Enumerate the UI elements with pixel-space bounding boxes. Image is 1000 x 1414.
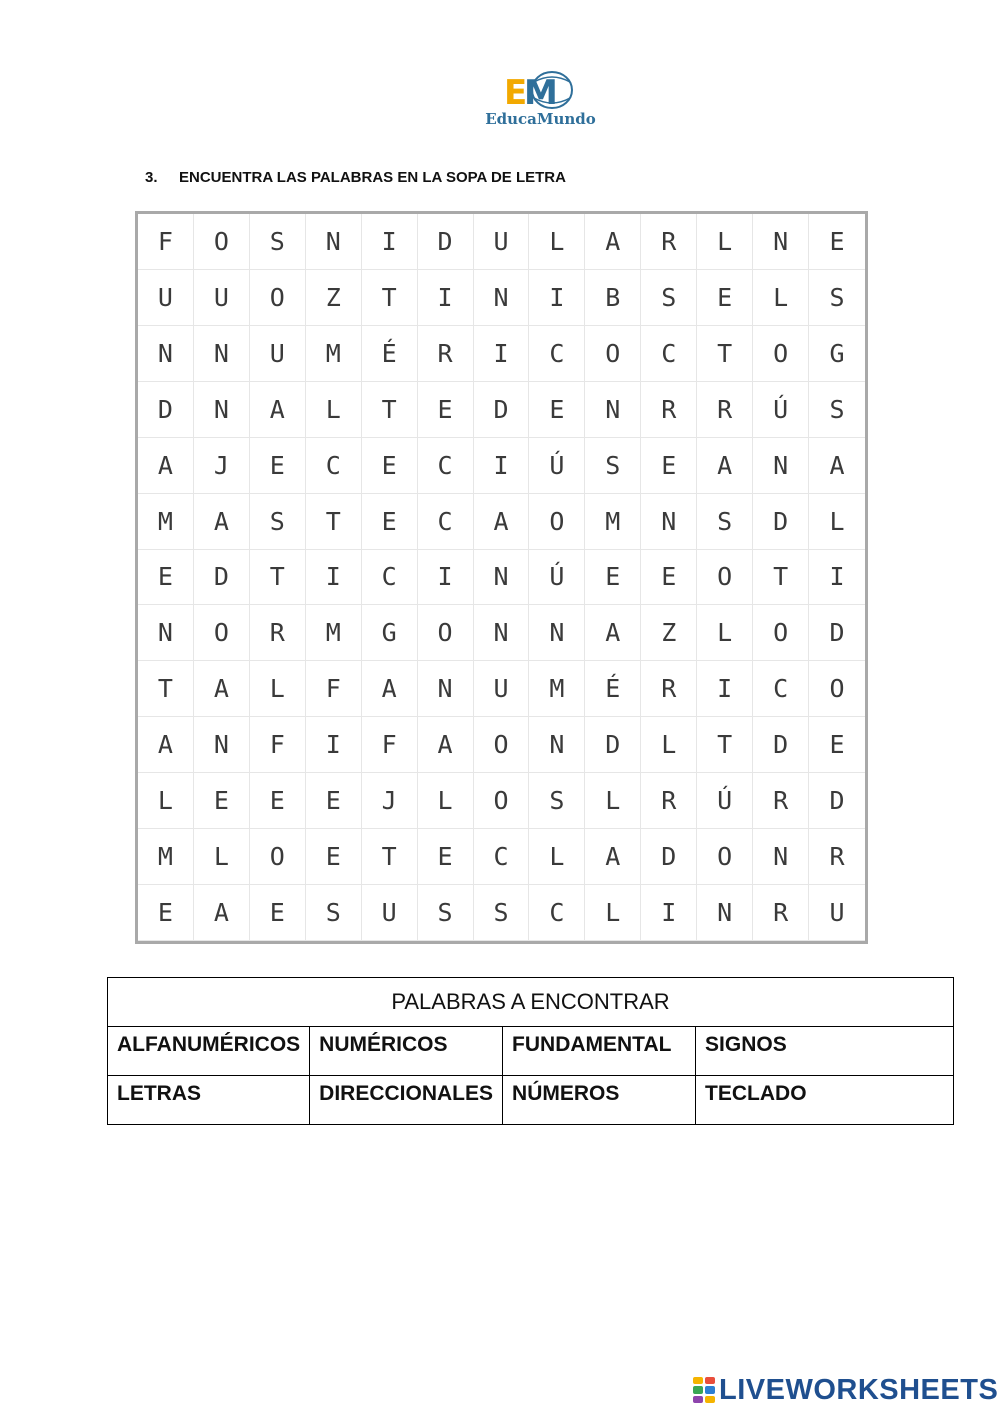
word-cell: NUMÉRICOS [310,1027,503,1076]
grid-cell: N [474,605,530,661]
grid-cell: R [753,773,809,829]
brand-text: LIVEWORKSHEETS [719,1373,999,1406]
word-cell: NÚMEROS [503,1076,696,1125]
grid-cell: A [362,661,418,717]
grid-cell: C [362,550,418,606]
grid-cell: O [753,605,809,661]
grid-cell: E [697,270,753,326]
grid-cell: O [585,326,641,382]
grid-cell: O [250,829,306,885]
grid-cell: R [753,885,809,941]
grid-cell: N [138,326,194,382]
grid-cell: A [697,438,753,494]
grid-cell: E [809,717,865,773]
globe-icon [504,68,576,112]
grid-cell: I [809,550,865,606]
word-cell: SIGNOS [696,1027,954,1076]
grid-cell: R [697,382,753,438]
grid-cell: R [641,661,697,717]
grid-cell: I [362,214,418,270]
word-cell: DIRECCIONALES [310,1076,503,1125]
grid-cell: L [585,773,641,829]
instruction-number: 3. [145,169,158,186]
grid-cell: J [362,773,418,829]
grid-cell: Ú [529,438,585,494]
grid-cell: L [809,494,865,550]
instruction-heading [145,169,566,186]
grid-cell: N [529,605,585,661]
grid-cell: T [753,550,809,606]
grid-cell: E [809,214,865,270]
grid-cell: N [697,885,753,941]
grid-cell: S [697,494,753,550]
grid-cell: N [138,605,194,661]
grid-cell: I [529,270,585,326]
word-cell: ALFANUMÉRICOS [108,1027,310,1076]
grid-cell: D [809,773,865,829]
grid-cell: M [306,605,362,661]
grid-cell: E [306,829,362,885]
grid-cell: C [753,661,809,717]
grid-cell: L [529,214,585,270]
grid-cell: E [138,885,194,941]
grid-cell: S [585,438,641,494]
grid-cell: N [641,494,697,550]
grid-cell: A [809,438,865,494]
grid-cell: N [585,382,641,438]
grid-cell: D [474,382,530,438]
grid-cell: E [306,773,362,829]
grid-cell: L [194,829,250,885]
grid-cell: L [585,885,641,941]
svg-text:M: M [524,73,558,112]
words-table [107,977,954,1125]
grid-cell: Ú [753,382,809,438]
grid-cell: T [138,661,194,717]
grid-cell: F [138,214,194,270]
grid-cell: E [585,550,641,606]
grid-cell: L [641,717,697,773]
grid-cell: M [138,829,194,885]
grid-cell: F [306,661,362,717]
grid-cell: N [753,829,809,885]
grid-cell: N [529,717,585,773]
grid-cell: N [418,661,474,717]
grid-cell: R [641,214,697,270]
grid-cell: S [809,270,865,326]
grid-cell: L [306,382,362,438]
grid-cell: L [753,270,809,326]
grid-cell: C [529,885,585,941]
grid-cell: I [474,326,530,382]
grid-cell: L [418,773,474,829]
grid-cell: Ú [697,773,753,829]
grid-cell: I [306,717,362,773]
table-row [108,1027,954,1076]
grid-cell: E [529,382,585,438]
grid-cell: D [585,717,641,773]
grid-cell: O [529,494,585,550]
word-cell: TECLADO [696,1076,954,1125]
grid-cell: B [585,270,641,326]
grid-cell: N [474,550,530,606]
grid-cell: E [250,773,306,829]
grid-cell: D [418,214,474,270]
grid-cell: C [306,438,362,494]
grid-cell: L [529,829,585,885]
grid-cell: S [529,773,585,829]
grid-cell: L [697,605,753,661]
grid-cell: U [474,661,530,717]
grid-cell: I [418,270,474,326]
grid-cell: L [138,773,194,829]
grid-cell: N [306,214,362,270]
grid-cell: C [474,829,530,885]
grid-cell: E [194,773,250,829]
grid-cell: D [753,717,809,773]
grid-cell: A [585,605,641,661]
svg-text:E: E [504,73,528,112]
grid-cell: M [138,494,194,550]
grid-cell: L [250,661,306,717]
grid-cell: L [697,214,753,270]
grid-cell: A [585,829,641,885]
grid-cell: C [641,326,697,382]
grid-cell: O [809,661,865,717]
grid-cell: T [362,382,418,438]
grid-cell: S [306,885,362,941]
grid-cell: R [641,773,697,829]
word-cell: FUNDAMENTAL [503,1027,696,1076]
grid-cell: R [418,326,474,382]
grid-cell: T [362,270,418,326]
grid-cell: N [474,270,530,326]
grid-cell: U [362,885,418,941]
grid-cell: A [418,717,474,773]
grid-cell: D [753,494,809,550]
grid-cell: E [641,550,697,606]
grid-cell: T [697,326,753,382]
grid-cell: D [641,829,697,885]
word-search-grid [135,211,868,944]
grid-cell: N [194,717,250,773]
grid-cell: A [194,661,250,717]
grid-cell: O [194,214,250,270]
grid-cell: O [250,270,306,326]
grid-cell: A [474,494,530,550]
grid-cell: F [250,717,306,773]
grid-cell: U [474,214,530,270]
grid-cell: O [474,773,530,829]
grid-cell: A [250,382,306,438]
grid-cell: E [250,438,306,494]
grid-cell: A [138,438,194,494]
grid-cell: S [250,494,306,550]
grid-cell: F [362,717,418,773]
grid-cell: R [809,829,865,885]
grid-cell: S [250,214,306,270]
grid-cell: D [809,605,865,661]
grid-cell: N [753,438,809,494]
grid-cell: É [585,661,641,717]
grid-cell: C [418,438,474,494]
grid-cell: Z [306,270,362,326]
grid-cell: O [194,605,250,661]
grid-cell: D [194,550,250,606]
grid-cell: I [418,550,474,606]
grid-cell: O [418,605,474,661]
words-table-header: PALABRAS A ENCONTRAR [108,978,954,1027]
grid-cell: I [697,661,753,717]
grid-cell: D [138,382,194,438]
grid-cell: N [194,382,250,438]
liveworksheets-icon [693,1377,715,1403]
grid-cell: E [138,550,194,606]
grid-cell: S [474,885,530,941]
grid-cell: M [306,326,362,382]
grid-cell: N [753,214,809,270]
grid-cell: A [194,885,250,941]
grid-cell: J [194,438,250,494]
table-row [108,1076,954,1125]
grid-cell: E [418,829,474,885]
grid-cell: G [809,326,865,382]
grid-cell: S [809,382,865,438]
grid-cell: E [418,382,474,438]
grid-cell: S [641,270,697,326]
grid-cell: Z [641,605,697,661]
grid-cell: O [474,717,530,773]
grid-cell: I [641,885,697,941]
grid-cell: U [138,270,194,326]
liveworksheets-brand [693,1375,998,1405]
grid-cell: É [362,326,418,382]
grid-cell: T [250,550,306,606]
grid-cell: U [809,885,865,941]
grid-cell: U [194,270,250,326]
grid-cell: T [362,829,418,885]
grid-cell: O [697,829,753,885]
grid-cell: R [250,605,306,661]
grid-cell: N [194,326,250,382]
grid-cell: E [641,438,697,494]
grid-cell: A [194,494,250,550]
grid-cell: C [418,494,474,550]
logo-text: EducaMundo [485,110,596,128]
grid-cell: T [697,717,753,773]
grid-cell: E [362,494,418,550]
grid-cell: A [138,717,194,773]
grid-cell: E [250,885,306,941]
grid-cell: M [585,494,641,550]
grid-cell: R [641,382,697,438]
grid-cell: A [585,214,641,270]
grid-cell: T [306,494,362,550]
grid-cell: I [306,550,362,606]
grid-cell: I [474,438,530,494]
grid-cell: O [697,550,753,606]
word-cell: LETRAS [108,1076,310,1125]
grid-cell: O [753,326,809,382]
grid-cell: S [418,885,474,941]
grid-cell: C [529,326,585,382]
grid-cell: E [362,438,418,494]
instruction-text: ENCUENTRA LAS PALABRAS EN LA SOPA DE LETRA [179,169,566,186]
grid-cell: Ú [529,550,585,606]
educamundo-logo [478,68,603,130]
grid-cell: U [250,326,306,382]
grid-cell: M [529,661,585,717]
grid-cell: G [362,605,418,661]
